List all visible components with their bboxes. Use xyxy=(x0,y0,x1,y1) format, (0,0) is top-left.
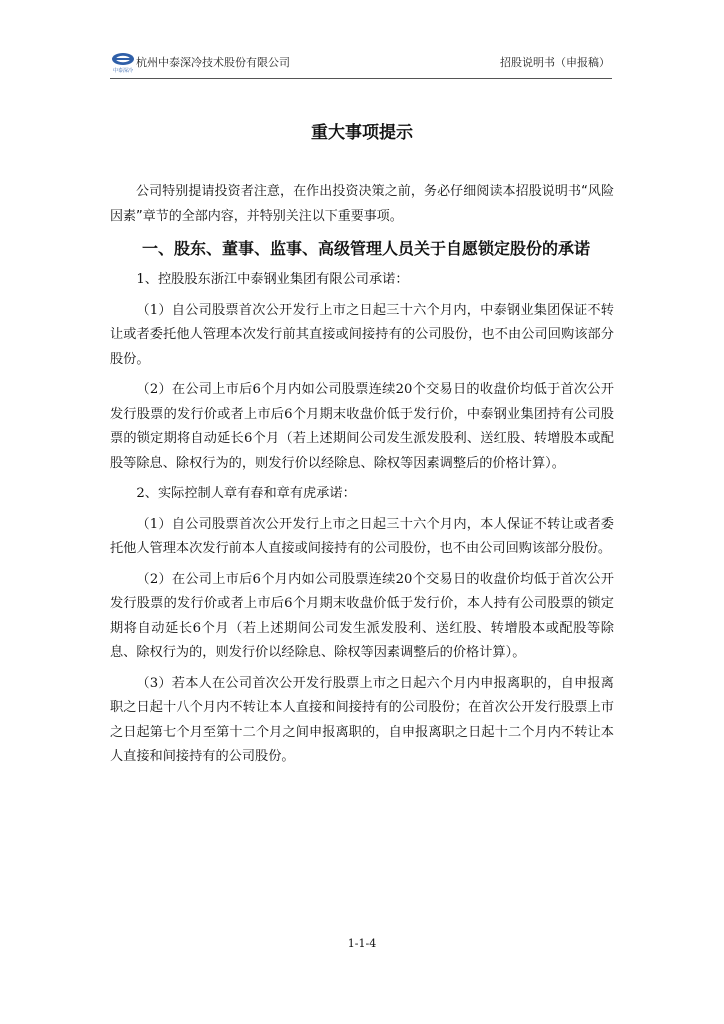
paragraph-2-1: （1）自公司股票首次公开发行上市之日起三十六个月内，本人保证不转让或者委托他人管理本次发行前本人直接或间接持有的公司股份，也不由公司回购该部分股份。 xyxy=(110,516,614,556)
paragraph-2-3: （3）若本人在公司首次公开发行股票上市之日起六个月内申报离职的，自申报离职之日起十八个月内不转让本人直接和间接持有的公司股份；在首次公开发行股票上市之日起第七个月至第十二个月之间申报离职的，自申报离职之日起十二个月内不转让本人直接和间接持有的公司股份。 xyxy=(110,675,614,764)
document-body xyxy=(110,180,614,776)
subsection-title-1: 1、控股股东浙江中泰钢业集团有限公司承诺： xyxy=(136,272,409,287)
document-type: 招股说明书（申报稿） xyxy=(500,56,610,69)
subsection-title-2: 2、实际控制人章有春和章有虎承诺： xyxy=(136,486,356,501)
company-name: 杭州中泰深冷技术股份有限公司 xyxy=(136,56,290,69)
logo-text: 中泰深冷 xyxy=(112,68,134,74)
paragraph-2-2: （2）在公司上市后6个月内如公司股票连续20个交易日的收盘价均低于首次公开发行股票的发行价或者上市后6个月期末收盘价低于发行价，本人持有公司股票的锁定期将自动延长6个月（若上述期间公司发生派发股利、送红股、转增股本或配股等除息、除权行为的，则发行价以经除息、除权等因素调整后的价格计算）。 xyxy=(110,571,614,660)
paragraph-1-1: （1）自公司股票首次公开发行上市之日起三十六个月内，中泰钢业集团保证不转让或者委托他人管理本次发行前其直接或间接持有的公司股份，也不由公司回购该部分股份。 xyxy=(110,302,614,367)
page-header xyxy=(110,48,612,79)
section-heading: 一、股东、董事、监事、高级管理人员关于自愿锁定股份的承诺 xyxy=(142,239,591,258)
logo-graphic xyxy=(110,50,136,74)
paragraph-1-2: （2）在公司上市后6个月内如公司股票连续20个交易日的收盘价均低于首次公开发行股票的发行价或者上市后6个月期末收盘价低于发行价，中泰钢业集团持有公司股票的锁定期将自动延长6个月（若上述期间公司发生派发股利、送红股、转增股本或配股等除息、除权行为的，则发行价以经除息、除权等因素调整后的价格计算）。 xyxy=(110,382,614,471)
page-title: 重大事项提示 xyxy=(311,123,413,143)
company-logo xyxy=(110,50,136,74)
intro-paragraph: 公司特别提请投资者注意，在作出投资决策之前，务必仔细阅读本招股说明书“风险因素”章节的全部内容，并特别关注以下重要事项。 xyxy=(110,184,614,224)
page-number: 1-1-4 xyxy=(347,937,377,950)
